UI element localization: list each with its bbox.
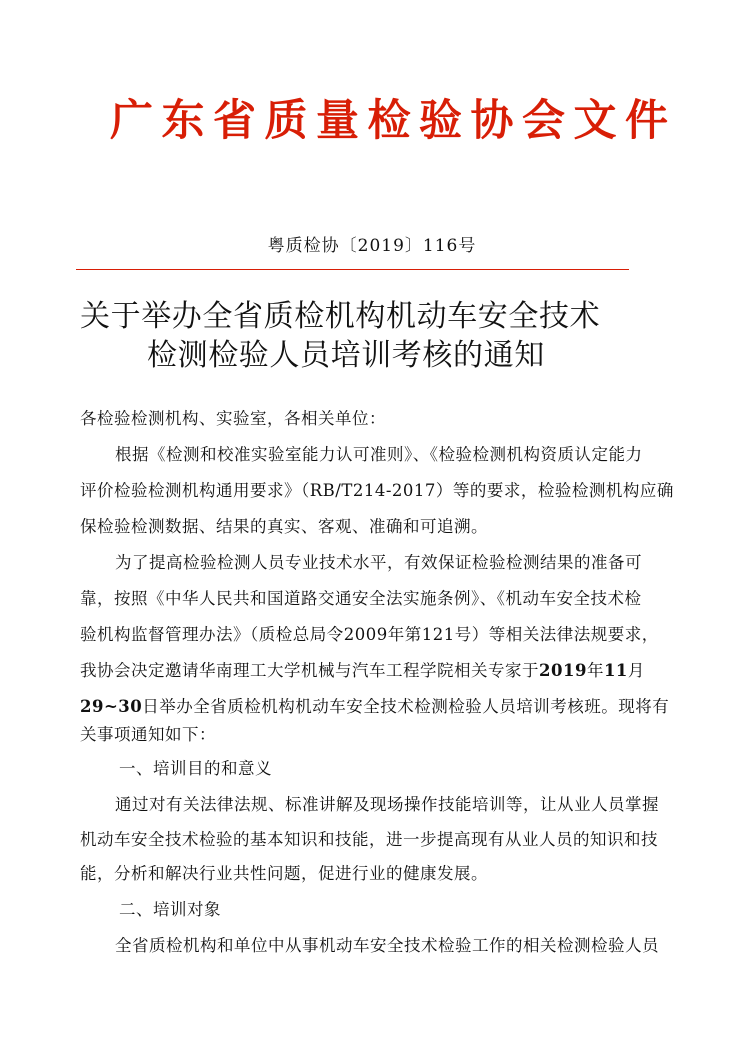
paragraph-2-line: 为了提高检验检测人员专业技术水平，有效保证检验检测结果的准备可 (115, 553, 642, 572)
training-year: 2019 (539, 661, 587, 680)
paragraph-1-line: 根据《检测和校准实验室能力认可准则》、《检验检测机构资质认定能力 (115, 445, 643, 464)
training-days: 29~30 (80, 697, 143, 716)
paragraph-2-line: 靠，按照《中华人民共和国道路交通安全法实施条例》、《机动车安全技术检 (80, 589, 642, 608)
paragraph-2-text: 我协会决定邀请华南理工大学机械与汽车工程学院相关专家于 (80, 661, 539, 680)
document-number: 粤质检协〔2019〕116号 (267, 236, 477, 256)
section-1-heading: 一、培训目的和意义 (119, 759, 272, 778)
paragraph-2-line: 验机构监督管理办法》（质检总局令2009年第121号）等相关法律法规要求， (80, 625, 659, 644)
paragraph-2-text: 月 (627, 661, 645, 680)
paragraph-2-text: 年 (586, 661, 604, 680)
section-2-line: 全省质检机构和单位中从事机动车安全技术检验工作的相关检测检验人员 (115, 936, 659, 955)
paragraph-2-text: 日举办全省质检机构机动车安全技术检测检验人员培训考核班。现将有 (142, 697, 670, 716)
org-header-title: 广东省质量检验协会文件 (110, 96, 677, 146)
paragraph-2-line (80, 663, 645, 680)
section-1-line: 通过对有关法律法规、标准讲解及现场操作技能培训等，让从业人员掌握 (115, 795, 659, 814)
section-1-line: 机动车安全技术检验的基本知识和技能，进一步提高现有从业人员的知识和技 (80, 830, 658, 849)
paragraph-2-line: 关事项通知如下： (80, 725, 216, 744)
paragraph-2-line (80, 699, 669, 716)
salutation: 各检验检测机构、实验室，各相关单位： (80, 409, 386, 428)
paragraph-1-line: 保检验检测数据、结果的真实、客观、准确和可追溯。 (80, 517, 488, 536)
paragraph-1-line: 评价检验检测机构通用要求》（RB/T214-2017）等的要求，检验检测机构应确 (80, 481, 674, 500)
section-2-heading: 二、培训对象 (119, 900, 221, 919)
section-1-line: 能，分析和解决行业共性问题，促进行业的健康发展。 (80, 864, 488, 883)
header-divider-line (76, 269, 629, 270)
training-month: 11 (603, 661, 628, 680)
document-title-line-1: 关于举办全省质检机构机动车安全技术 (80, 299, 601, 334)
document-title-line-2: 检测检验人员培训考核的通知 (147, 338, 545, 373)
